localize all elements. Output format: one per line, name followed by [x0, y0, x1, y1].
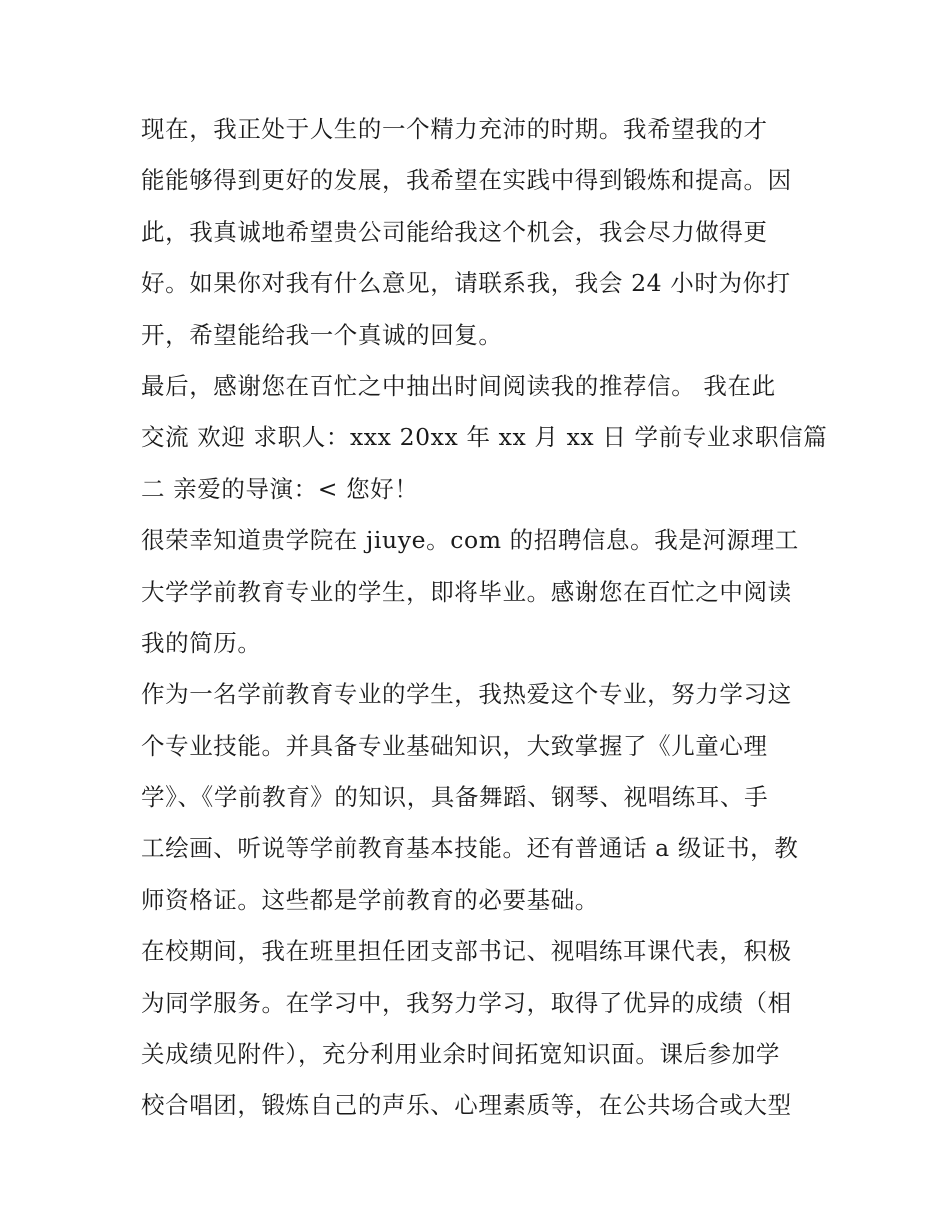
- text-line: 校合唱团，锻炼自己的声乐、心理素质等，在公共场合或大型: [141, 1091, 792, 1120]
- text-line: 在校期间，我在班里担任团支部书记、视唱练耳课代表，积极: [141, 937, 792, 966]
- text-line: 很荣幸知道贵学院在 jiuye。com 的招聘信息。我是河源理工: [141, 526, 799, 555]
- text-line: 现在，我正处于人生的一个精力充沛的时期。我希望我的才: [141, 115, 768, 143]
- text-line: 能能够得到更好的发展，我希望在实践中得到锻炼和提高。因: [141, 166, 792, 195]
- paragraph: [141, 669, 816, 926]
- text-line: 好。如果你对我有什么意见，请联系我，我会 24 小时为你打: [141, 269, 791, 298]
- text-line: 交流 欢迎 求职人：xxx 20xx 年 xx 月 xx 日 学前专业求职信篇: [141, 423, 828, 452]
- text-line: 为同学服务。在学习中，我努力学习，取得了优异的成绩（相: [141, 988, 792, 1017]
- paragraph: [141, 515, 816, 669]
- text-line: 大学学前教育专业的学生，即将毕业。感谢您在百忙之中阅读: [141, 577, 792, 606]
- text-line: 最后，感谢您在百忙之中抽出时间阅读我的推荐信。 我在此: [141, 371, 776, 400]
- text-line: 学》、《学前教育》的知识，具备舞蹈、钢琴、视唱练耳、手: [141, 783, 769, 812]
- text-line: 工绘画、听说等学前教育基本技能。还有普通话 a 级证书，教: [141, 834, 799, 863]
- text-line: 作为一名学前教育专业的学生，我热爱这个专业，努力学习这: [141, 680, 792, 709]
- document-body: [141, 104, 828, 1132]
- text-line: 关成绩见附件），充分利用业余时间拓宽知识面。课后参加学: [141, 1040, 780, 1069]
- paragraph: [141, 104, 816, 361]
- text-line: 二 亲爱的导演：< 您好！: [141, 474, 419, 503]
- text-line: 我的简历。: [141, 628, 262, 657]
- text-line: 个专业技能。并具备专业基础知识，大致掌握了《儿童心理: [141, 731, 768, 760]
- paragraph: [141, 361, 828, 515]
- paragraph: [141, 926, 816, 1132]
- text-line: 此，我真诚地希望贵公司能给我这个机会，我会尽力做得更: [141, 217, 768, 246]
- text-line: 师资格证。这些都是学前教育的必要基础。: [141, 885, 599, 914]
- text-line: 开，希望能给我一个真诚的回复。: [141, 320, 503, 349]
